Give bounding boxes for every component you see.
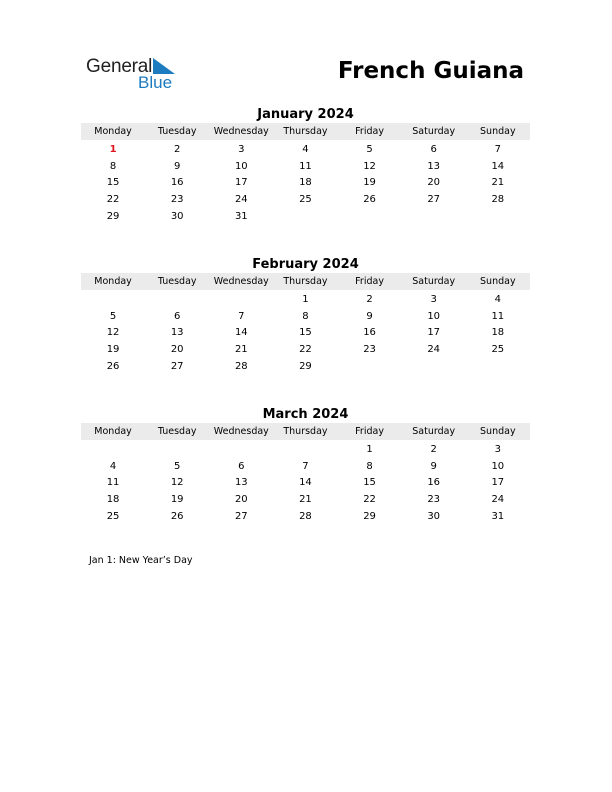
month-title: January 2024 — [257, 107, 354, 122]
weekday-label: Monday — [94, 126, 132, 137]
day-cell: 4 — [109, 460, 117, 472]
day-cell: 16 — [170, 177, 184, 189]
day-cell: 23 — [427, 493, 441, 505]
day-cell: 22 — [106, 193, 120, 205]
day-cell: 15 — [106, 177, 120, 189]
day-cell: 17 — [427, 327, 441, 339]
weekday-label: Tuesday — [157, 426, 197, 437]
day-cell: 28 — [491, 193, 505, 205]
weekday-label: Saturday — [412, 126, 456, 137]
day-cell: 31 — [491, 510, 505, 522]
day-cell: 6 — [430, 143, 437, 155]
weekday-label: Saturday — [412, 426, 456, 437]
day-cell: 6 — [238, 460, 245, 472]
weekday-header — [81, 123, 530, 140]
month-title: February 2024 — [252, 257, 359, 272]
weekday-label: Tuesday — [157, 126, 197, 137]
day-cell: 26 — [170, 510, 184, 522]
week-row — [81, 474, 530, 491]
day-cell: 16 — [363, 327, 376, 339]
day-cell: 7 — [494, 143, 501, 155]
week-row — [81, 441, 530, 458]
weekday-label: Monday — [94, 426, 132, 437]
day-cell: 3 — [430, 293, 437, 305]
day-cell: 26 — [106, 360, 120, 372]
brand-triangle-icon — [153, 58, 175, 74]
weekday-label: Thursday — [283, 426, 328, 437]
day-cell: 2 — [174, 143, 181, 155]
month-calendar — [81, 406, 530, 524]
day-cell: 18 — [491, 327, 505, 339]
day-cell: 8 — [302, 310, 309, 322]
day-cell: 12 — [363, 160, 376, 172]
day-cell: 10 — [491, 460, 505, 472]
day-cell: 1 — [302, 293, 309, 305]
day-cell: 11 — [299, 160, 312, 172]
day-cell: 22 — [299, 343, 312, 355]
weekday-label: Thursday — [283, 126, 328, 137]
day-cell: 13 — [427, 160, 441, 172]
week-row — [81, 174, 530, 191]
day-cell: 28 — [234, 360, 248, 372]
day-cell: 9 — [430, 460, 437, 472]
day-cell: 5 — [366, 143, 373, 155]
day-cell: 29 — [106, 210, 120, 222]
day-cell: 2 — [366, 293, 373, 305]
day-cell: 18 — [299, 177, 312, 189]
week-row — [81, 308, 530, 325]
weekday-label: Sunday — [480, 276, 516, 287]
weekday-label: Sunday — [480, 426, 516, 437]
week-row — [81, 141, 530, 158]
day-cell: 17 — [491, 477, 505, 489]
day-cell: 25 — [299, 193, 312, 205]
weekday-label: Thursday — [283, 276, 328, 287]
week-row — [81, 158, 530, 175]
day-cell: 17 — [234, 177, 248, 189]
day-cell: 24 — [427, 343, 441, 355]
day-cell: 11 — [106, 477, 120, 489]
day-cell: 7 — [302, 460, 309, 472]
brand-name-blue: Blue — [138, 73, 173, 92]
day-cell: 8 — [109, 160, 117, 172]
day-cell: 6 — [174, 310, 181, 322]
day-cell: 26 — [363, 193, 376, 205]
weekday-label: Wednesday — [213, 126, 269, 137]
week-row — [81, 458, 530, 475]
day-cell: 10 — [234, 160, 248, 172]
day-cell: 15 — [363, 477, 376, 489]
day-cell: 1 — [366, 443, 373, 455]
weekday-label: Wednesday — [213, 426, 269, 437]
day-cell: 29 — [363, 510, 376, 522]
week-row — [81, 508, 530, 525]
day-cell: 11 — [491, 310, 505, 322]
week-row — [81, 324, 530, 341]
day-cell: 20 — [170, 343, 184, 355]
day-cell: 25 — [106, 510, 120, 522]
week-row — [81, 358, 530, 375]
day-cell: 10 — [427, 310, 441, 322]
weekday-label: Sunday — [480, 126, 516, 137]
month-title: March 2024 — [262, 407, 349, 422]
brand-name-general: General — [86, 56, 153, 77]
day-cell: 5 — [109, 310, 117, 322]
weekday-label: Friday — [355, 426, 384, 437]
day-cell: 30 — [427, 510, 441, 522]
day-cell: 23 — [170, 193, 184, 205]
day-cell: 27 — [427, 193, 441, 205]
day-cell: 12 — [170, 477, 184, 489]
day-cell: 9 — [174, 160, 181, 172]
holiday-note: Jan 1: New Year’s Day — [89, 555, 193, 566]
day-cell: 19 — [363, 177, 376, 189]
day-cell: 14 — [234, 327, 248, 339]
day-cell: 21 — [234, 343, 248, 355]
day-cell: 23 — [363, 343, 376, 355]
day-cell: 24 — [491, 493, 505, 505]
weekday-header — [81, 273, 530, 290]
day-cell: 27 — [170, 360, 184, 372]
weekday-label: Friday — [355, 126, 384, 137]
day-cell: 3 — [238, 143, 245, 155]
month-calendar — [81, 106, 530, 224]
day-cell: 4 — [494, 293, 501, 305]
day-cell: 27 — [234, 510, 248, 522]
day-cell: 25 — [491, 343, 505, 355]
day-cell: 29 — [299, 360, 312, 372]
day-cell: 28 — [299, 510, 312, 522]
day-cell: 5 — [174, 460, 181, 472]
day-cell: 4 — [302, 143, 309, 155]
weekday-label: Saturday — [412, 276, 456, 287]
day-cell: 18 — [106, 493, 120, 505]
day-cell: 30 — [170, 210, 184, 222]
weekday-header — [81, 423, 530, 440]
weekday-label: Wednesday — [213, 276, 269, 287]
day-cell: 20 — [234, 493, 248, 505]
page-title: French Guiana — [337, 58, 524, 84]
day-cell: 8 — [366, 460, 373, 472]
weekday-label: Monday — [94, 276, 132, 287]
day-cell: 16 — [427, 477, 441, 489]
week-row — [81, 341, 530, 358]
day-cell: 20 — [427, 177, 441, 189]
day-cell: 15 — [299, 327, 312, 339]
month-calendar — [81, 256, 530, 374]
day-cell: 19 — [106, 343, 120, 355]
day-cell: 14 — [491, 160, 505, 172]
week-row — [81, 291, 530, 308]
day-cell: 7 — [238, 310, 245, 322]
week-row — [81, 191, 530, 208]
weekday-label: Tuesday — [157, 276, 197, 287]
day-cell: 13 — [234, 477, 248, 489]
day-cell: 13 — [170, 327, 184, 339]
week-row — [81, 208, 530, 225]
holiday-day-cell: 1 — [109, 143, 117, 155]
day-cell: 3 — [494, 443, 501, 455]
day-cell: 2 — [430, 443, 437, 455]
day-cell: 14 — [299, 477, 312, 489]
day-cell: 22 — [363, 493, 376, 505]
day-cell: 24 — [234, 193, 248, 205]
day-cell: 9 — [366, 310, 373, 322]
day-cell: 21 — [491, 177, 505, 189]
week-row — [81, 491, 530, 508]
brand-logo — [86, 54, 186, 94]
day-cell: 31 — [234, 210, 248, 222]
weekday-label: Friday — [355, 276, 384, 287]
day-cell: 21 — [299, 493, 312, 505]
day-cell: 12 — [106, 327, 120, 339]
day-cell: 19 — [170, 493, 184, 505]
